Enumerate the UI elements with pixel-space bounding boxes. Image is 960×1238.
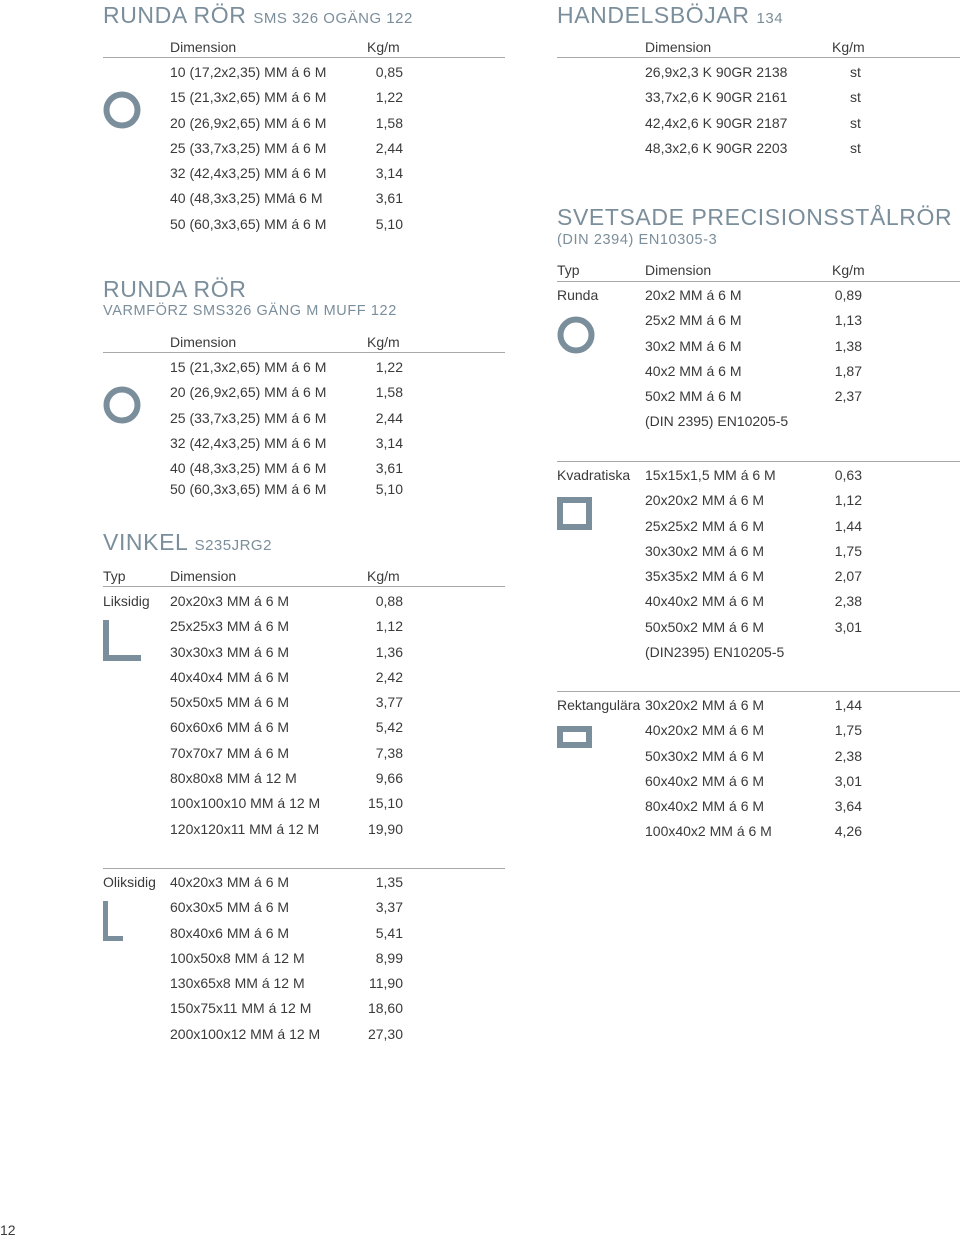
kg-per-m-cell: 5,41 bbox=[375, 924, 403, 941]
kg-per-m-cell: 15,10 bbox=[367, 795, 403, 812]
dimension-cell: 100x100x10 MM á 12 M bbox=[170, 795, 321, 812]
col-header-kg: Kg/m bbox=[367, 39, 400, 55]
table-row bbox=[103, 111, 403, 136]
col-header-kg: Kg/m bbox=[832, 262, 865, 278]
dimension-cell: 50x2 MM á 6 M bbox=[645, 388, 742, 405]
dimension-cell: 50x50x2 MM á 6 M bbox=[645, 618, 765, 635]
table-row bbox=[103, 477, 403, 502]
section-title-svetsade: SVETSADE PRECISIONSSTÅLRÖR bbox=[557, 204, 953, 230]
dimension-cell: 100x50x8 MM á 12 M bbox=[170, 949, 305, 966]
table-row bbox=[557, 334, 862, 359]
kg-per-m-cell: 3,77 bbox=[375, 694, 403, 711]
kg-per-m-cell: 0,85 bbox=[375, 64, 403, 80]
title: RUNDA RÖR bbox=[103, 2, 247, 28]
kg-per-m-cell: 3,64 bbox=[834, 798, 862, 815]
kg-per-m-cell: 3,14 bbox=[375, 434, 403, 451]
kg-per-m-cell: 2,44 bbox=[375, 409, 403, 426]
dimension-cell: 150x75x11 MM á 12 M bbox=[170, 1000, 312, 1017]
title: HANDELSBÖJAR bbox=[557, 2, 750, 28]
dimension-cell: 40x40x4 MM á 6 M bbox=[170, 668, 290, 685]
table-handelsbojar bbox=[557, 60, 862, 161]
table-row bbox=[103, 741, 403, 766]
divider bbox=[557, 281, 960, 282]
table-row bbox=[557, 718, 862, 743]
col-header-dimension: Dimension bbox=[645, 39, 712, 55]
dimension-cell: 25x25x2 MM á 6 M bbox=[645, 517, 765, 534]
rectangular-tube-icon bbox=[557, 726, 592, 748]
kg-per-m-cell: 3,01 bbox=[834, 618, 862, 635]
kg-per-m-cell: 2,07 bbox=[834, 568, 862, 585]
col-header-dimension: Dimension bbox=[645, 262, 712, 278]
table-row bbox=[103, 1022, 403, 1047]
kg-per-m-cell: 2,37 bbox=[834, 388, 862, 405]
dimension-cell: 15x15x1,5 MM á 6 M bbox=[645, 467, 776, 483]
table-row bbox=[103, 946, 403, 971]
table-row bbox=[103, 355, 403, 380]
table-row bbox=[557, 615, 862, 640]
section-subtitle: (DIN 2394) EN10305-3 bbox=[557, 232, 718, 248]
dimension-cell: 40 (48,3x3,25) MM á 6 M bbox=[170, 460, 327, 477]
dimension-cell: 25x25x3 MM á 6 M bbox=[170, 618, 290, 635]
kg-per-m-cell: 1,12 bbox=[834, 492, 862, 509]
table-row bbox=[103, 665, 403, 690]
table-kvadratiska bbox=[557, 463, 862, 665]
dimension-cell: 50 (60,3x3,65) MM á 6 M bbox=[170, 215, 327, 232]
dimension-cell: 20x20x3 MM á 6 M bbox=[170, 593, 290, 609]
subtitle: S235JRG2 bbox=[194, 537, 272, 554]
kg-per-m-cell: 0,89 bbox=[834, 287, 862, 303]
kg-per-m-cell: 5,10 bbox=[375, 481, 403, 498]
kg-per-m-cell: st bbox=[850, 139, 861, 156]
type-label: Runda bbox=[557, 287, 599, 303]
dimension-cell: 40x20x3 MM á 6 M bbox=[170, 874, 290, 890]
kg-per-m-cell: 19,90 bbox=[367, 820, 403, 837]
col-header-kg: Kg/m bbox=[832, 39, 865, 55]
table-row bbox=[557, 359, 862, 384]
kg-per-m-cell: 1,75 bbox=[834, 722, 862, 739]
dimension-cell: 40x40x2 MM á 6 M bbox=[645, 593, 765, 610]
dimension-cell: 20x2 MM á 6 M bbox=[645, 287, 742, 303]
divider bbox=[103, 352, 505, 353]
table-row bbox=[103, 380, 403, 405]
table-row bbox=[557, 111, 862, 136]
table-row bbox=[557, 409, 862, 434]
table-row bbox=[557, 488, 862, 513]
table-row bbox=[557, 308, 862, 333]
col-header-dimension: Dimension bbox=[170, 334, 237, 350]
dimension-cell: 80x80x8 MM á 12 M bbox=[170, 770, 297, 787]
kg-per-m-cell: 1,38 bbox=[834, 337, 862, 354]
table-row bbox=[557, 384, 862, 409]
table-runda-ror-2 bbox=[103, 355, 403, 503]
type-label: Kvadratiska bbox=[557, 467, 631, 483]
table-row bbox=[103, 161, 403, 186]
type-label: Rektangulära bbox=[557, 697, 641, 713]
kg-per-m-cell: 1,22 bbox=[375, 89, 403, 106]
dimension-cell: 15 (21,3x2,65) MM á 6 M bbox=[170, 359, 327, 375]
table-runda bbox=[557, 283, 862, 435]
divider bbox=[103, 57, 505, 58]
dimension-cell: 30x30x2 MM á 6 M bbox=[645, 542, 765, 559]
dimension-cell: 25 (33,7x3,25) MM á 6 M bbox=[170, 139, 327, 156]
kg-per-m-cell: st bbox=[850, 114, 861, 131]
page-number: 12 bbox=[0, 1222, 16, 1238]
table-row bbox=[557, 463, 862, 488]
dimension-cell: 50x50x5 MM á 6 M bbox=[170, 694, 290, 711]
dimension-cell: 20x20x2 MM á 6 M bbox=[645, 492, 765, 509]
table-row bbox=[557, 589, 862, 614]
round-tube-icon bbox=[557, 316, 595, 354]
kg-per-m-cell: 1,12 bbox=[375, 618, 403, 635]
kg-per-m-cell: 1,22 bbox=[375, 359, 403, 375]
kg-per-m-cell: 2,44 bbox=[375, 139, 403, 156]
col-header-dimension: Dimension bbox=[170, 39, 237, 55]
dimension-cell: 20 (26,9x2,65) MM á 6 M bbox=[170, 114, 327, 131]
dimension-cell: 10 (17,2x2,35) MM á 6 M bbox=[170, 64, 327, 80]
square-tube-icon bbox=[557, 497, 592, 530]
kg-per-m-cell: 1,58 bbox=[375, 384, 403, 401]
dimension-cell: 25x2 MM á 6 M bbox=[645, 312, 742, 329]
col-header-kg: Kg/m bbox=[367, 334, 400, 350]
dimension-cell: 32 (42,4x3,25) MM á 6 M bbox=[170, 434, 327, 451]
table-row bbox=[557, 769, 862, 794]
table-row bbox=[557, 60, 862, 85]
divider bbox=[557, 461, 960, 462]
kg-per-m-cell: 7,38 bbox=[375, 744, 403, 761]
dimension-cell: 60x40x2 MM á 6 M bbox=[645, 772, 765, 789]
dimension-cell: 20 (26,9x2,65) MM á 6 M bbox=[170, 384, 327, 401]
col-header-typ: Typ bbox=[103, 568, 126, 584]
kg-per-m-cell: 5,10 bbox=[375, 215, 403, 232]
dimension-cell: (DIN2395) EN10205-5 bbox=[645, 644, 785, 661]
round-tube-icon bbox=[103, 386, 141, 424]
divider bbox=[557, 57, 960, 58]
kg-per-m-cell: 1,44 bbox=[834, 697, 862, 713]
dimension-cell: 60x60x6 MM á 6 M bbox=[170, 719, 290, 736]
kg-per-m-cell: 0,88 bbox=[375, 593, 403, 609]
dimension-cell: 48,3x2,6 K 90GR 2203 bbox=[645, 139, 788, 156]
table-row bbox=[103, 589, 403, 614]
section-title-runda-ror-2: RUNDA RÖR bbox=[103, 276, 247, 302]
kg-per-m-cell: 2,38 bbox=[834, 593, 862, 610]
kg-per-m-cell: 1,87 bbox=[834, 362, 862, 379]
kg-per-m-cell: 5,42 bbox=[375, 719, 403, 736]
dimension-cell: 130x65x8 MM á 12 M bbox=[170, 975, 305, 992]
table-liksidig bbox=[103, 589, 403, 842]
kg-per-m-cell: 3,14 bbox=[375, 165, 403, 182]
dimension-cell: 33,7x2,6 K 90GR 2161 bbox=[645, 89, 788, 106]
table-row bbox=[103, 921, 403, 946]
type-label: Oliksidig bbox=[103, 874, 156, 890]
kg-per-m-cell: 1,58 bbox=[375, 114, 403, 131]
dimension-cell: 120x120x11 MM á 12 M bbox=[170, 820, 320, 837]
kg-per-m-cell: 4,26 bbox=[834, 823, 862, 840]
dimension-cell: 40 (48,3x3,25) MMá 6 M bbox=[170, 190, 323, 207]
table-row bbox=[103, 791, 403, 816]
kg-per-m-cell: 3,01 bbox=[834, 772, 862, 789]
table-row bbox=[103, 186, 403, 211]
col-header-dimension: Dimension bbox=[170, 568, 237, 584]
kg-per-m-cell: 1,36 bbox=[375, 643, 403, 660]
table-row bbox=[557, 136, 862, 161]
table-row bbox=[103, 766, 403, 791]
angle-profile-icon bbox=[103, 901, 123, 941]
table-row bbox=[103, 60, 403, 85]
table-runda-ror-1 bbox=[103, 60, 403, 237]
table-row bbox=[557, 283, 862, 308]
dimension-cell: 15 (21,3x2,65) MM á 6 M bbox=[170, 89, 327, 106]
dimension-cell: (DIN 2395) EN10205-5 bbox=[645, 413, 789, 430]
round-tube-icon bbox=[103, 91, 141, 129]
type-label: Liksidig bbox=[103, 593, 150, 609]
table-row bbox=[557, 564, 862, 589]
dimension-cell: 40x2 MM á 6 M bbox=[645, 362, 742, 379]
kg-per-m-cell: 0,63 bbox=[834, 467, 862, 483]
dimension-cell: 26,9x2,3 K 90GR 2138 bbox=[645, 64, 788, 80]
dimension-cell: 35x35x2 MM á 6 M bbox=[645, 568, 765, 585]
kg-per-m-cell: st bbox=[850, 89, 861, 106]
kg-per-m-cell: 2,38 bbox=[834, 747, 862, 764]
table-row bbox=[103, 136, 403, 161]
table-row bbox=[103, 895, 403, 920]
section-subtitle: VARMFÖRZ SMS326 GÄNG M MUFF 122 bbox=[103, 303, 397, 319]
dimension-cell: 25 (33,7x3,25) MM á 6 M bbox=[170, 409, 327, 426]
dimension-cell: 100x40x2 MM á 6 M bbox=[645, 823, 772, 840]
dimension-cell: 32 (42,4x3,25) MM á 6 M bbox=[170, 165, 327, 182]
table-row bbox=[103, 85, 403, 110]
table-row bbox=[103, 971, 403, 996]
dimension-cell: 60x30x5 MM á 6 M bbox=[170, 899, 290, 916]
table-row bbox=[103, 212, 403, 237]
dimension-cell: 42,4x2,6 K 90GR 2187 bbox=[645, 114, 788, 131]
kg-per-m-cell: 3,61 bbox=[375, 460, 403, 477]
dimension-cell: 30x30x3 MM á 6 M bbox=[170, 643, 290, 660]
divider bbox=[103, 586, 505, 587]
table-row bbox=[103, 640, 403, 665]
table-row bbox=[557, 693, 862, 718]
table-row bbox=[557, 514, 862, 539]
kg-per-m-cell: 1,35 bbox=[375, 874, 403, 890]
angle-profile-icon bbox=[103, 620, 141, 661]
kg-per-m-cell: 11,90 bbox=[369, 975, 403, 992]
dimension-cell: 70x70x7 MM á 6 M bbox=[170, 744, 290, 761]
subtitle: 134 bbox=[756, 10, 784, 27]
table-row bbox=[103, 614, 403, 639]
dimension-cell: 50 (60,3x3,65) MM á 6 M bbox=[170, 481, 327, 498]
dimension-cell: 200x100x12 MM á 12 M bbox=[170, 1025, 321, 1042]
section-title-runda-ror bbox=[103, 3, 413, 31]
dimension-cell: 30x20x2 MM á 6 M bbox=[645, 697, 765, 713]
table-row bbox=[557, 794, 862, 819]
table-row bbox=[103, 431, 403, 456]
table-row bbox=[103, 406, 403, 431]
col-header-kg: Kg/m bbox=[367, 568, 400, 584]
table-row bbox=[103, 715, 403, 740]
kg-per-m-cell: 2,42 bbox=[375, 668, 403, 685]
table-row bbox=[557, 819, 862, 844]
table-row bbox=[557, 85, 862, 110]
table-row bbox=[557, 539, 862, 564]
dimension-cell: 50x30x2 MM á 6 M bbox=[645, 747, 765, 764]
table-row bbox=[103, 996, 403, 1021]
kg-per-m-cell: 9,66 bbox=[375, 770, 403, 787]
kg-per-m-cell: 27,30 bbox=[367, 1025, 403, 1042]
kg-per-m-cell: 1,75 bbox=[834, 542, 862, 559]
title: VINKEL bbox=[103, 529, 188, 555]
dimension-cell: 80x40x2 MM á 6 M bbox=[645, 798, 765, 815]
kg-per-m-cell: 8,99 bbox=[375, 949, 403, 966]
kg-per-m-cell: 1,44 bbox=[834, 517, 862, 534]
table-oliksidig bbox=[103, 870, 403, 1047]
kg-per-m-cell: 18,60 bbox=[367, 1000, 403, 1017]
table-row bbox=[103, 870, 403, 895]
subtitle: SMS 326 OGÄNG 122 bbox=[253, 10, 413, 27]
table-row bbox=[103, 690, 403, 715]
section-title-vinkel bbox=[103, 530, 272, 558]
col-header-typ: Typ bbox=[557, 262, 580, 278]
table-row bbox=[103, 817, 403, 842]
kg-per-m-cell: 1,13 bbox=[834, 312, 862, 329]
kg-per-m-cell: st bbox=[850, 64, 861, 80]
dimension-cell: 30x2 MM á 6 M bbox=[645, 337, 742, 354]
table-row bbox=[557, 744, 862, 769]
kg-per-m-cell: 3,37 bbox=[375, 899, 403, 916]
divider bbox=[557, 691, 960, 692]
dimension-cell: 40x20x2 MM á 6 M bbox=[645, 722, 765, 739]
table-rektangulara bbox=[557, 693, 862, 845]
kg-per-m-cell: 3,61 bbox=[375, 190, 403, 207]
table-row bbox=[557, 640, 862, 665]
divider bbox=[103, 868, 505, 869]
section-title-handelsbojar bbox=[557, 3, 783, 31]
dimension-cell: 80x40x6 MM á 6 M bbox=[170, 924, 290, 941]
